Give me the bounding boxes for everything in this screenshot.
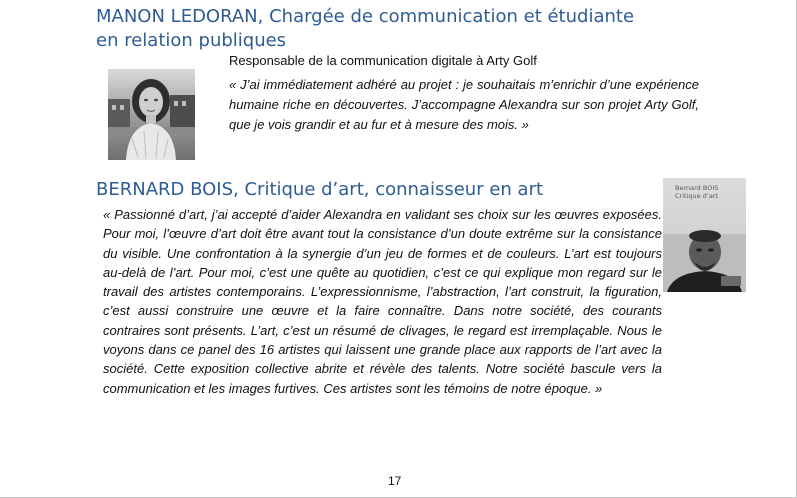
section-heading-bernard: BERNARD BOIS, Critique d’art, connaisseur en art	[96, 179, 544, 200]
portrait-manon-photo	[108, 69, 195, 160]
portrait-bernard-photo	[663, 178, 746, 292]
photo-caption-line2: Critique d’art	[675, 192, 719, 200]
quote-bernard: « Passionné d’art, j’ai accepté d’aider Alexandra en validant ses choix sur les œuvres exposées. Pour moi, l’œuvre d’art doit être avant tout la consistance d’un doute extrême sur la consistance du visible. Une confrontation à la synergie d’un jeu de formes et de couleurs. L’art est toujours au-delà de l’art. Pour moi, c’est une quête au quotidien, c’est ce qui explique mon regard sur le travail des artistes contemporains. L’expressionnisme, l’abstraction, l’art construit, la figuration, c’est aussi construire une œuvre et la faire connaître. Dans notre société, des courants contraires sont présents. L’art, c’est un résumé de clivages, le regard est irremplaçable. Nous le voyons dans ce panel des 16 artistes qui laissent une grande place aux rapports de l’art avec la société. Cette exposition collective abrite et révèle des talents. Notre société bascule vers la communication et les images furtives. Ces artistes sont les témoins de notre époque. »	[103, 207, 662, 396]
quote-manon: « J’ai immédiatement adhéré au projet : je souhaitais m’enrichir d’une expérience humaine riche en découvertes. J’accompagne Alexandra sur son projet Arty Golf, que je vois grandir et au fur et à mesure des mois. »	[229, 77, 699, 132]
portrait-photo-icon	[663, 178, 746, 292]
section-heading-manon: MANON LEDORAN, Chargée de communication et étudiante en relation publiques	[96, 6, 635, 51]
role-manon: Responsable de la communication digitale à Arty Golf	[229, 53, 537, 68]
photo-caption-line1: Bernard BOIS	[675, 184, 719, 192]
portrait-photo-icon	[108, 69, 195, 160]
page-number: 17	[388, 474, 402, 488]
